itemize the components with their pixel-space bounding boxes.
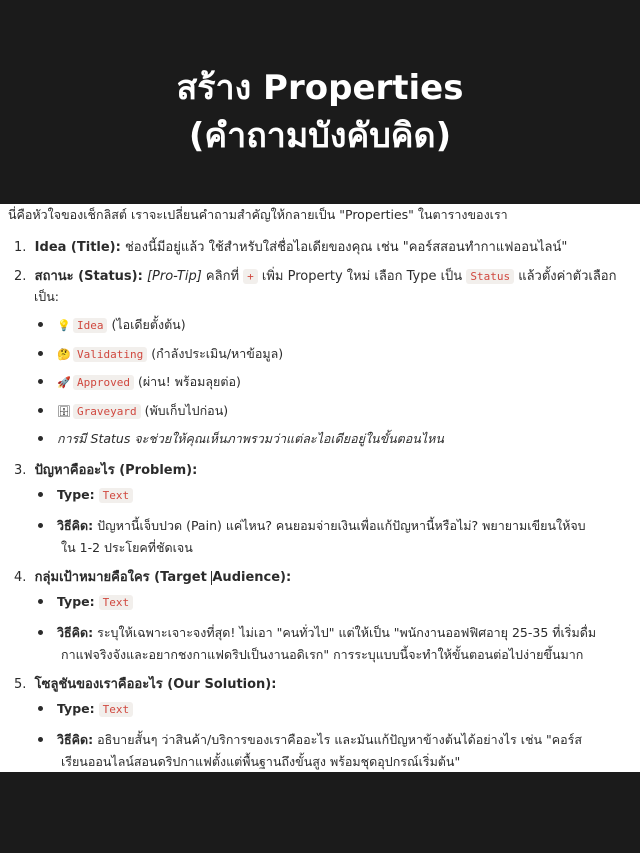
item-number: 1. (14, 240, 27, 255)
status-code: Status (466, 269, 514, 284)
problem-method-continuation: ใน 1-2 ประโยคที่ชัดเจน (61, 540, 193, 555)
item-text: คลิกที่ (201, 269, 244, 284)
type-value: Text (99, 702, 134, 717)
title-line-1: สร้าง Properties (176, 68, 464, 108)
bullet (38, 492, 43, 497)
bullet (38, 599, 43, 604)
rocket-icon: 🚀 (57, 376, 71, 389)
file-cabinet-icon: 🗄 (57, 405, 71, 418)
bullet (38, 351, 43, 356)
bullet (38, 737, 43, 742)
solution-method (38, 730, 582, 750)
status-option-code: Graveyard (73, 404, 141, 419)
type-value: Text (99, 595, 134, 610)
status-option-idea (38, 315, 186, 335)
bullet (38, 630, 43, 635)
pro-tip: [Pro-Tip] (142, 269, 202, 284)
item-number: 3. (14, 463, 27, 478)
bullet (38, 408, 43, 413)
method-text: ปัญหานี้เจ็บปวด (Pain) แค่ไหน? คนยอมจ่ายเงินเพื่อแก้ปัญหานี้หรือไม่? พยายามเขียนให้จบ (93, 518, 586, 533)
problem-method (38, 516, 586, 536)
method-text: ระบุให้เฉพาะเจาะจงที่สุด! ไม่เอา "คนทั่วไป" แต่ให้เป็น "พนักงานออฟฟิศอายุ 25-35 ที่เริ่มดื่ม (93, 625, 597, 640)
solution-type (38, 701, 133, 716)
bullet (38, 322, 43, 327)
intro-text: นี่คือหัวใจของเช็กลิสต์ เราจะเปลี่ยนคำถามสำคัญให้กลายเป็น "Properties" ในตารางของเรา (8, 207, 508, 222)
status-option-text: (พับเก็บไปก่อน) (140, 403, 229, 418)
target-method-continuation: กาแฟจริงจังและอยากชงกาแฟดริปเป็นงานอดิเรก" การระบุแบบนี้จะทำให้ขั้นตอนต่อไปง่ายขึ้นมาก (61, 647, 584, 662)
status-option-code: Validating (73, 347, 147, 362)
solution-method-continuation: เรียนออนไลน์สอนดริปกาแฟตั้งแต่พื้นฐานถึงขั้นสูง พร้อมชุดอุปกรณ์เริ่มต้น" (61, 754, 461, 769)
item-2-continuation: เป็น: (34, 289, 59, 304)
type-value: Text (99, 488, 134, 503)
method-label: วิธีคิด: (57, 732, 94, 747)
item-1 (14, 236, 567, 257)
status-option-approved (38, 372, 241, 392)
item-number: 2. (14, 269, 27, 284)
bullet (38, 379, 43, 384)
document-page (0, 204, 640, 772)
status-note (38, 429, 444, 449)
item-text: แล้วตั้งค่าตัวเลือก (514, 269, 617, 284)
bottom-banner (0, 772, 640, 853)
bullet (38, 523, 43, 528)
type-label: Type: (57, 487, 95, 502)
method-text: อธิบายสั้นๆ ว่าสินค้า/บริการของเราคืออะไร และมันแก้ปัญหาข้างต้นได้อย่างไร เช่น "คอร์ส (93, 732, 582, 747)
status-option-text: (ผ่าน! พร้อมลุยต่อ) (133, 374, 241, 389)
item-text: เพิ่ม Property ใหม่ เลือก Type เป็น (257, 269, 467, 284)
bullet (38, 706, 43, 711)
thinking-face-icon: 🤔 (57, 348, 71, 361)
bullet (38, 436, 43, 441)
item-heading: สถานะ (Status): (34, 269, 143, 284)
status-note-text: การมี Status จะช่วยให้คุณเห็นภาพรวมว่าแต่ละไอเดียอยู่ในขั้นตอนไหน (57, 431, 444, 446)
item-heading: ปัญหาคืออะไร (Problem): (34, 463, 198, 478)
item-heading: โซลูชันของเราคืออะไร (Our Solution): (34, 677, 277, 692)
target-method (38, 623, 596, 643)
status-option-code: Idea (73, 318, 108, 333)
item-heading-part-2: Audience): (212, 570, 292, 585)
method-label: วิธีคิด: (57, 625, 94, 640)
plus-icon: + (243, 269, 258, 284)
status-option-graveyard (38, 401, 228, 421)
status-option-validating (38, 344, 283, 364)
item-2 (14, 265, 616, 286)
item-3 (14, 459, 197, 480)
title-line-2: (คำถามบังคับคิด) (188, 116, 452, 156)
status-option-text: (ไอเดียตั้งต้น) (107, 317, 186, 332)
item-number: 4. (14, 570, 27, 585)
item-heading-part-1: กลุ่มเป้าหมายคือใคร (Target (34, 570, 207, 585)
item-4 (14, 566, 291, 587)
problem-type (38, 487, 133, 502)
title-banner (0, 0, 640, 204)
target-type (38, 594, 133, 609)
item-number: 5. (14, 677, 27, 692)
status-option-text: (กำลังประเมิน/หาข้อมูล) (147, 346, 284, 361)
item-heading: Idea (Title): (34, 240, 121, 255)
method-label: วิธีคิด: (57, 518, 94, 533)
type-label: Type: (57, 594, 95, 609)
lightbulb-icon: 💡 (57, 319, 71, 332)
type-label: Type: (57, 701, 95, 716)
status-option-code: Approved (73, 375, 134, 390)
item-5 (14, 673, 276, 694)
item-heading (35, 570, 292, 585)
item-text: ช่องนี้มีอยู่แล้ว ใช้สำหรับใส่ชื่อไอเดียของคุณ เช่น "คอร์สสอนทำกาแฟออนไลน์" (120, 240, 568, 255)
